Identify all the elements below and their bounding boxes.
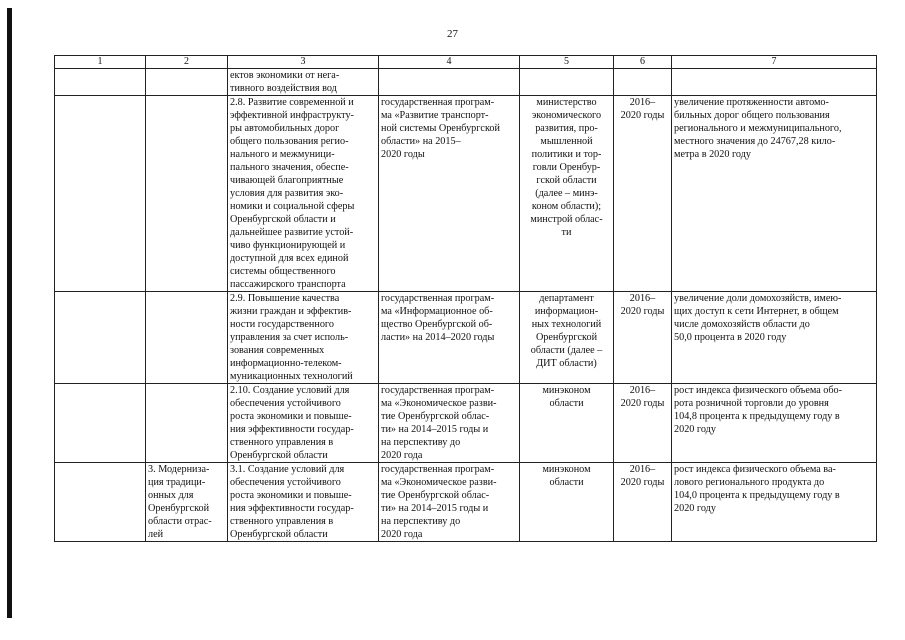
table-cell: [55, 463, 146, 542]
table-cell: [55, 384, 146, 463]
table-cell: государственная програм- ма «Экономическое разви- тие Оренбургской облас- ти» на 2014–2015 годы и на перспективу до 2020 года: [379, 463, 520, 542]
page-number: 27: [447, 28, 458, 40]
header-row: [55, 56, 877, 69]
table-cell: [55, 69, 146, 96]
table-cell: 2016– 2020 годы: [614, 292, 672, 384]
table-cell: 3. Модерниза- ция традици- онных для Оренбургской области отрас- лей: [146, 463, 228, 542]
table-cell: государственная програм- ма «Информационное об- щество Оренбургской об- ласти» на 2014–2020 годы: [379, 292, 520, 384]
table-cell: 2.9. Повышение качества жизни граждан и эффектив- ности государственного управления за счет исполь- зования современных информационно-телеком- муникационных технологий: [228, 292, 379, 384]
table-cell: 2016– 2020 годы: [614, 463, 672, 542]
table-cell: [379, 69, 520, 96]
table-row: [55, 292, 877, 384]
table-cell: [146, 96, 228, 292]
column-header: 2: [146, 56, 228, 69]
table-cell: рост индекса физического объема ва- лового регионального продукта до 104,0 процента к предыдущему году в 2020 году: [672, 463, 877, 542]
table-cell: 2.8. Развитие современной и эффективной инфраструкту- ры автомобильных дорог общего пользования регио- нального и межмуници- пального значения, обеспе- чивающей благоприятные условия для развития эко- номики и социальной сферы Оренбургской области и дальнейшее развитие устой- чиво функционирующей и доступной для всех единой системы общественного пассажирского транспорта: [228, 96, 379, 292]
table-cell: [146, 292, 228, 384]
table-cell: государственная програм- ма «Экономическое разви- тие Оренбургской облас- ти» на 2014–2015 годы и на перспективу до 2020 года: [379, 384, 520, 463]
plan-table: [54, 55, 877, 542]
table-row: [55, 384, 877, 463]
table-cell: увеличение протяженности автомо- бильных дорог общего пользования регионального и межмуниципального, местного значения до 24767,28 кило- метра в 2020 году: [672, 96, 877, 292]
table-cell: рост индекса физического объема обо- рота розничной торговли до уровня 104,8 процента к предыдущему году в 2020 году: [672, 384, 877, 463]
table-cell: [146, 69, 228, 96]
table-cell: [55, 292, 146, 384]
column-header: 5: [520, 56, 614, 69]
table-cell: 2.10. Создание условий для обеспечения устойчивого роста экономики и повыше- ния эффективности государ- ственного управления в Оренбургской области: [228, 384, 379, 463]
table-cell: [55, 96, 146, 292]
table-cell: департамент информацион- ных технологий Оренбургской области (далее – ДИТ области): [520, 292, 614, 384]
table-cell: минэконом области: [520, 463, 614, 542]
column-header: 6: [614, 56, 672, 69]
table-cell: минэконом области: [520, 384, 614, 463]
table-cell: 3.1. Создание условий для обеспечения устойчивого роста экономики и повыше- ния эффективности государ- ственного управления в Оренбургской области: [228, 463, 379, 542]
table-cell: 2016– 2020 годы: [614, 384, 672, 463]
table-cell: [520, 69, 614, 96]
column-header: 7: [672, 56, 877, 69]
table-cell: [146, 384, 228, 463]
table-cell: [614, 69, 672, 96]
column-header: 3: [228, 56, 379, 69]
table-row: [55, 69, 877, 96]
column-header: 1: [55, 56, 146, 69]
table-cell: 2016– 2020 годы: [614, 96, 672, 292]
table-cell: министерство экономического развития, про- мышленной политики и тор- говли Оренбур- гской области (далее – минэ- коном области); минстрой облас- ти: [520, 96, 614, 292]
table-cell: ектов экономики от нега- тивного воздействия вод: [228, 69, 379, 96]
table-row: [55, 96, 877, 292]
table-cell: увеличение доли домохозяйств, имею- щих доступ к сети Интернет, в общем числе домохозяйств области до 50,0 процента в 2020 году: [672, 292, 877, 384]
table-row: [55, 463, 877, 542]
table-cell: [672, 69, 877, 96]
left-margin-bar: [7, 8, 12, 618]
table-cell: государственная програм- ма «Развитие транспорт- ной системы Оренбургской области» на 2015– 2020 годы: [379, 96, 520, 292]
column-header: 4: [379, 56, 520, 69]
